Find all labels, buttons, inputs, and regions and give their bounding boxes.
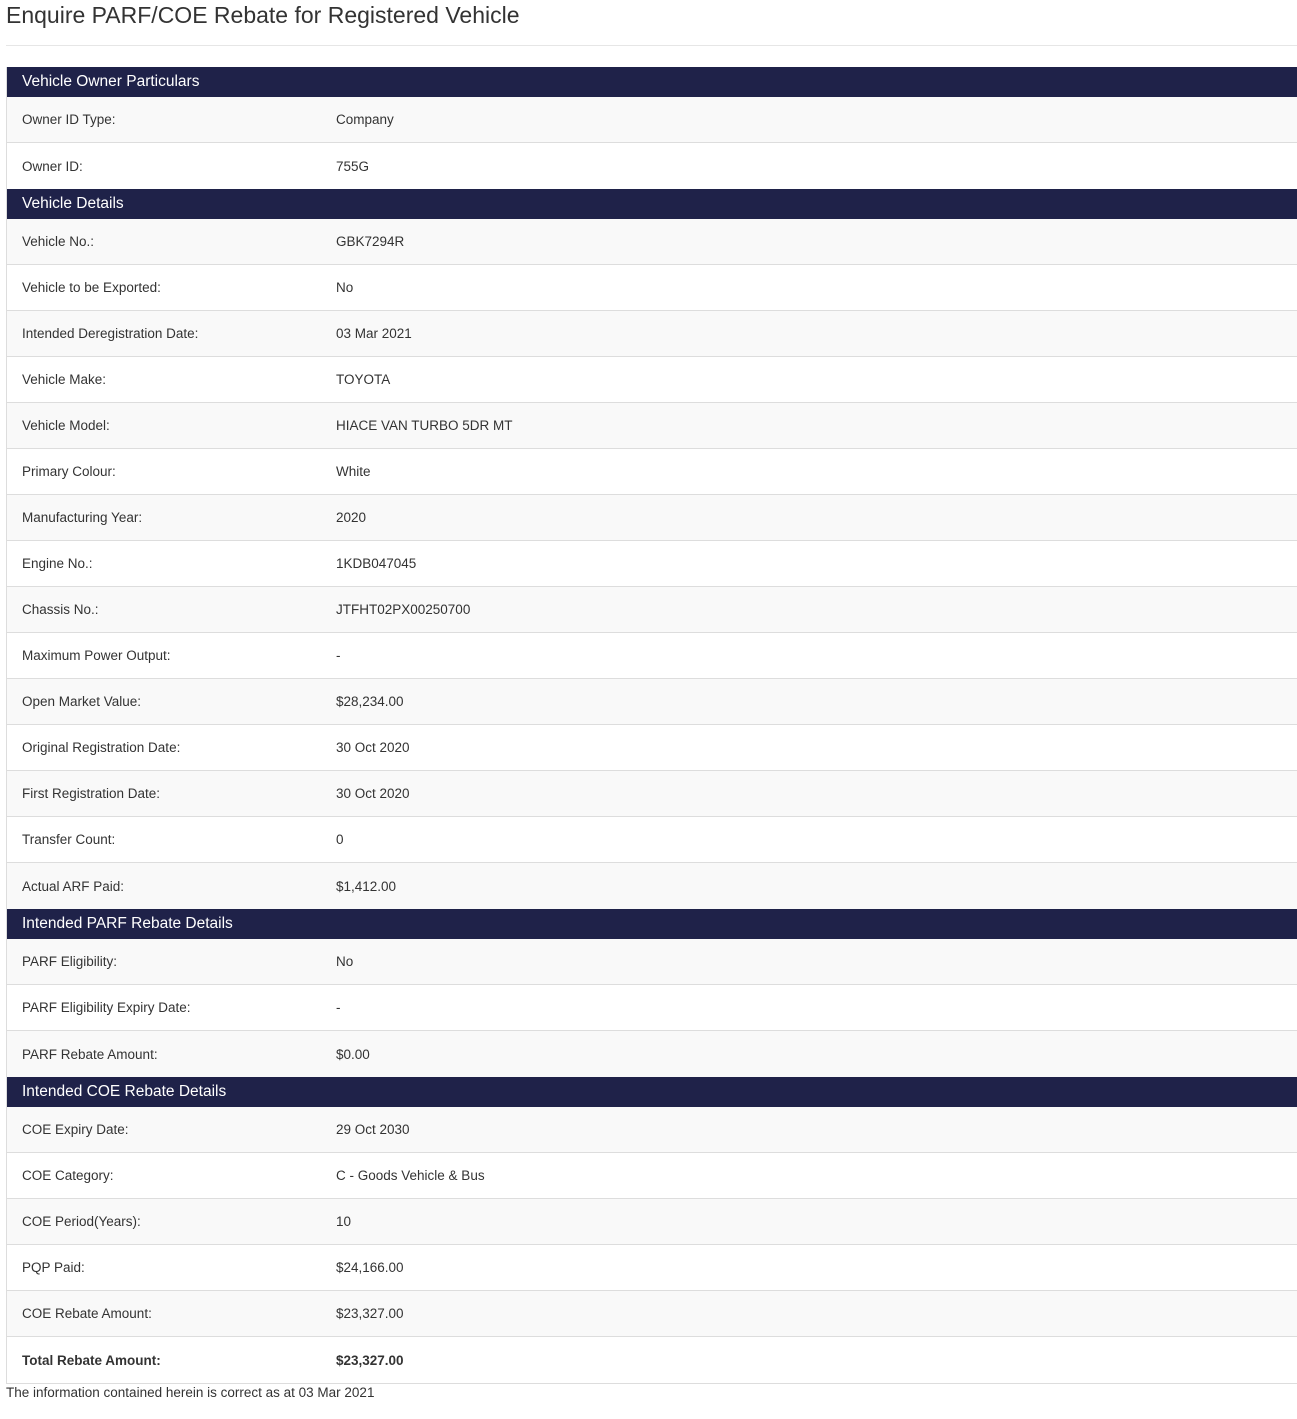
field-label: Vehicle No.: (22, 234, 95, 249)
row-manufacturing-year (7, 495, 1297, 541)
field-label: COE Period(Years): (22, 1214, 141, 1229)
field-value: C - Goods Vehicle & Bus (336, 1168, 485, 1183)
information-date-note: The information contained herein is correct as at 03 Mar 2021 (6, 1385, 375, 1400)
field-value: JTFHT02PX00250700 (336, 602, 471, 617)
row-owner-id-type (7, 97, 1297, 143)
row-coe-category (7, 1153, 1297, 1199)
field-value: - (336, 1000, 341, 1015)
field-value: - (336, 648, 341, 663)
row-total-rebate-amount (7, 1337, 1297, 1383)
row-chassis-no (7, 587, 1297, 633)
field-value: No (336, 954, 354, 969)
total-value: $23,327.00 (336, 1352, 404, 1368)
row-coe-expiry-date (7, 1107, 1297, 1153)
row-owner-id (7, 143, 1297, 189)
field-label: Original Registration Date: (22, 740, 181, 755)
field-label: Vehicle Model: (22, 418, 110, 433)
field-value: White (336, 464, 371, 479)
title-divider (6, 45, 1297, 46)
field-value: 2020 (336, 510, 367, 525)
field-label: COE Expiry Date: (22, 1122, 129, 1137)
field-label: Primary Colour: (22, 464, 116, 479)
page-title: Enquire PARF/COE Rebate for Registered Vehicle (6, 2, 520, 28)
row-engine-no (7, 541, 1297, 587)
field-label: Vehicle Make: (22, 372, 107, 387)
section-header-vehicle-details: Vehicle Details (7, 189, 1297, 219)
row-actual-arf-paid (7, 863, 1297, 909)
row-coe-rebate-amount (7, 1291, 1297, 1337)
row-primary-colour (7, 449, 1297, 495)
row-first-registration-date (7, 771, 1297, 817)
row-parf-eligibility-expiry-date (7, 985, 1297, 1031)
field-label: PQP Paid: (22, 1260, 85, 1275)
rebate-details-panel (6, 67, 1297, 1384)
field-label: Transfer Count: (22, 832, 116, 847)
field-value: 10 (336, 1214, 352, 1229)
row-original-registration-date (7, 725, 1297, 771)
field-label: PARF Rebate Amount: (22, 1046, 158, 1062)
row-transfer-count (7, 817, 1297, 863)
row-maximum-power-output (7, 633, 1297, 679)
field-value: 0 (336, 832, 344, 847)
field-value: HIACE VAN TURBO 5DR MT (336, 418, 513, 433)
field-value: 1KDB047045 (336, 556, 417, 571)
row-parf-rebate-amount (7, 1031, 1297, 1077)
field-value: 29 Oct 2030 (336, 1122, 410, 1137)
row-open-market-value (7, 679, 1297, 725)
field-label: COE Rebate Amount: (22, 1306, 152, 1321)
field-value: 30 Oct 2020 (336, 740, 410, 755)
field-value: GBK7294R (336, 234, 405, 249)
field-value: $23,327.00 (336, 1306, 404, 1321)
field-value: 03 Mar 2021 (336, 326, 412, 341)
field-value: 755G (336, 158, 370, 174)
field-label: First Registration Date: (22, 786, 161, 801)
section-header-parf-rebate: Intended PARF Rebate Details (7, 909, 1297, 939)
field-label: Owner ID Type: (22, 112, 116, 127)
field-label: PARF Eligibility Expiry Date: (22, 1000, 191, 1015)
row-parf-eligibility (7, 939, 1297, 985)
field-value: Company (336, 112, 394, 127)
row-vehicle-make (7, 357, 1297, 403)
field-value: 30 Oct 2020 (336, 786, 410, 801)
field-label: Owner ID: (22, 158, 83, 174)
field-value: $0.00 (336, 1046, 370, 1062)
field-label: Intended Deregistration Date: (22, 326, 199, 341)
field-label: Engine No.: (22, 556, 93, 571)
field-value: No (336, 280, 354, 295)
field-label: Maximum Power Output: (22, 648, 171, 663)
field-label: Open Market Value: (22, 694, 142, 709)
row-vehicle-to-be-exported (7, 265, 1297, 311)
field-value: TOYOTA (336, 372, 391, 387)
field-label: Chassis No.: (22, 602, 99, 617)
field-value: $1,412.00 (336, 878, 397, 894)
section-header-coe-rebate: Intended COE Rebate Details (7, 1077, 1297, 1107)
field-label: PARF Eligibility: (22, 954, 118, 969)
row-vehicle-no (7, 219, 1297, 265)
field-value: $24,166.00 (336, 1260, 404, 1275)
field-label: COE Category: (22, 1168, 114, 1183)
row-vehicle-model (7, 403, 1297, 449)
field-value: $28,234.00 (336, 694, 404, 709)
field-label: Vehicle to be Exported: (22, 280, 161, 295)
row-intended-deregistration-date (7, 311, 1297, 357)
field-label: Actual ARF Paid: (22, 878, 125, 894)
row-pqp-paid (7, 1245, 1297, 1291)
total-label: Total Rebate Amount: (22, 1352, 161, 1368)
row-coe-period-years (7, 1199, 1297, 1245)
section-header-owner-particulars: Vehicle Owner Particulars (7, 67, 1297, 97)
field-label: Manufacturing Year: (22, 510, 143, 525)
